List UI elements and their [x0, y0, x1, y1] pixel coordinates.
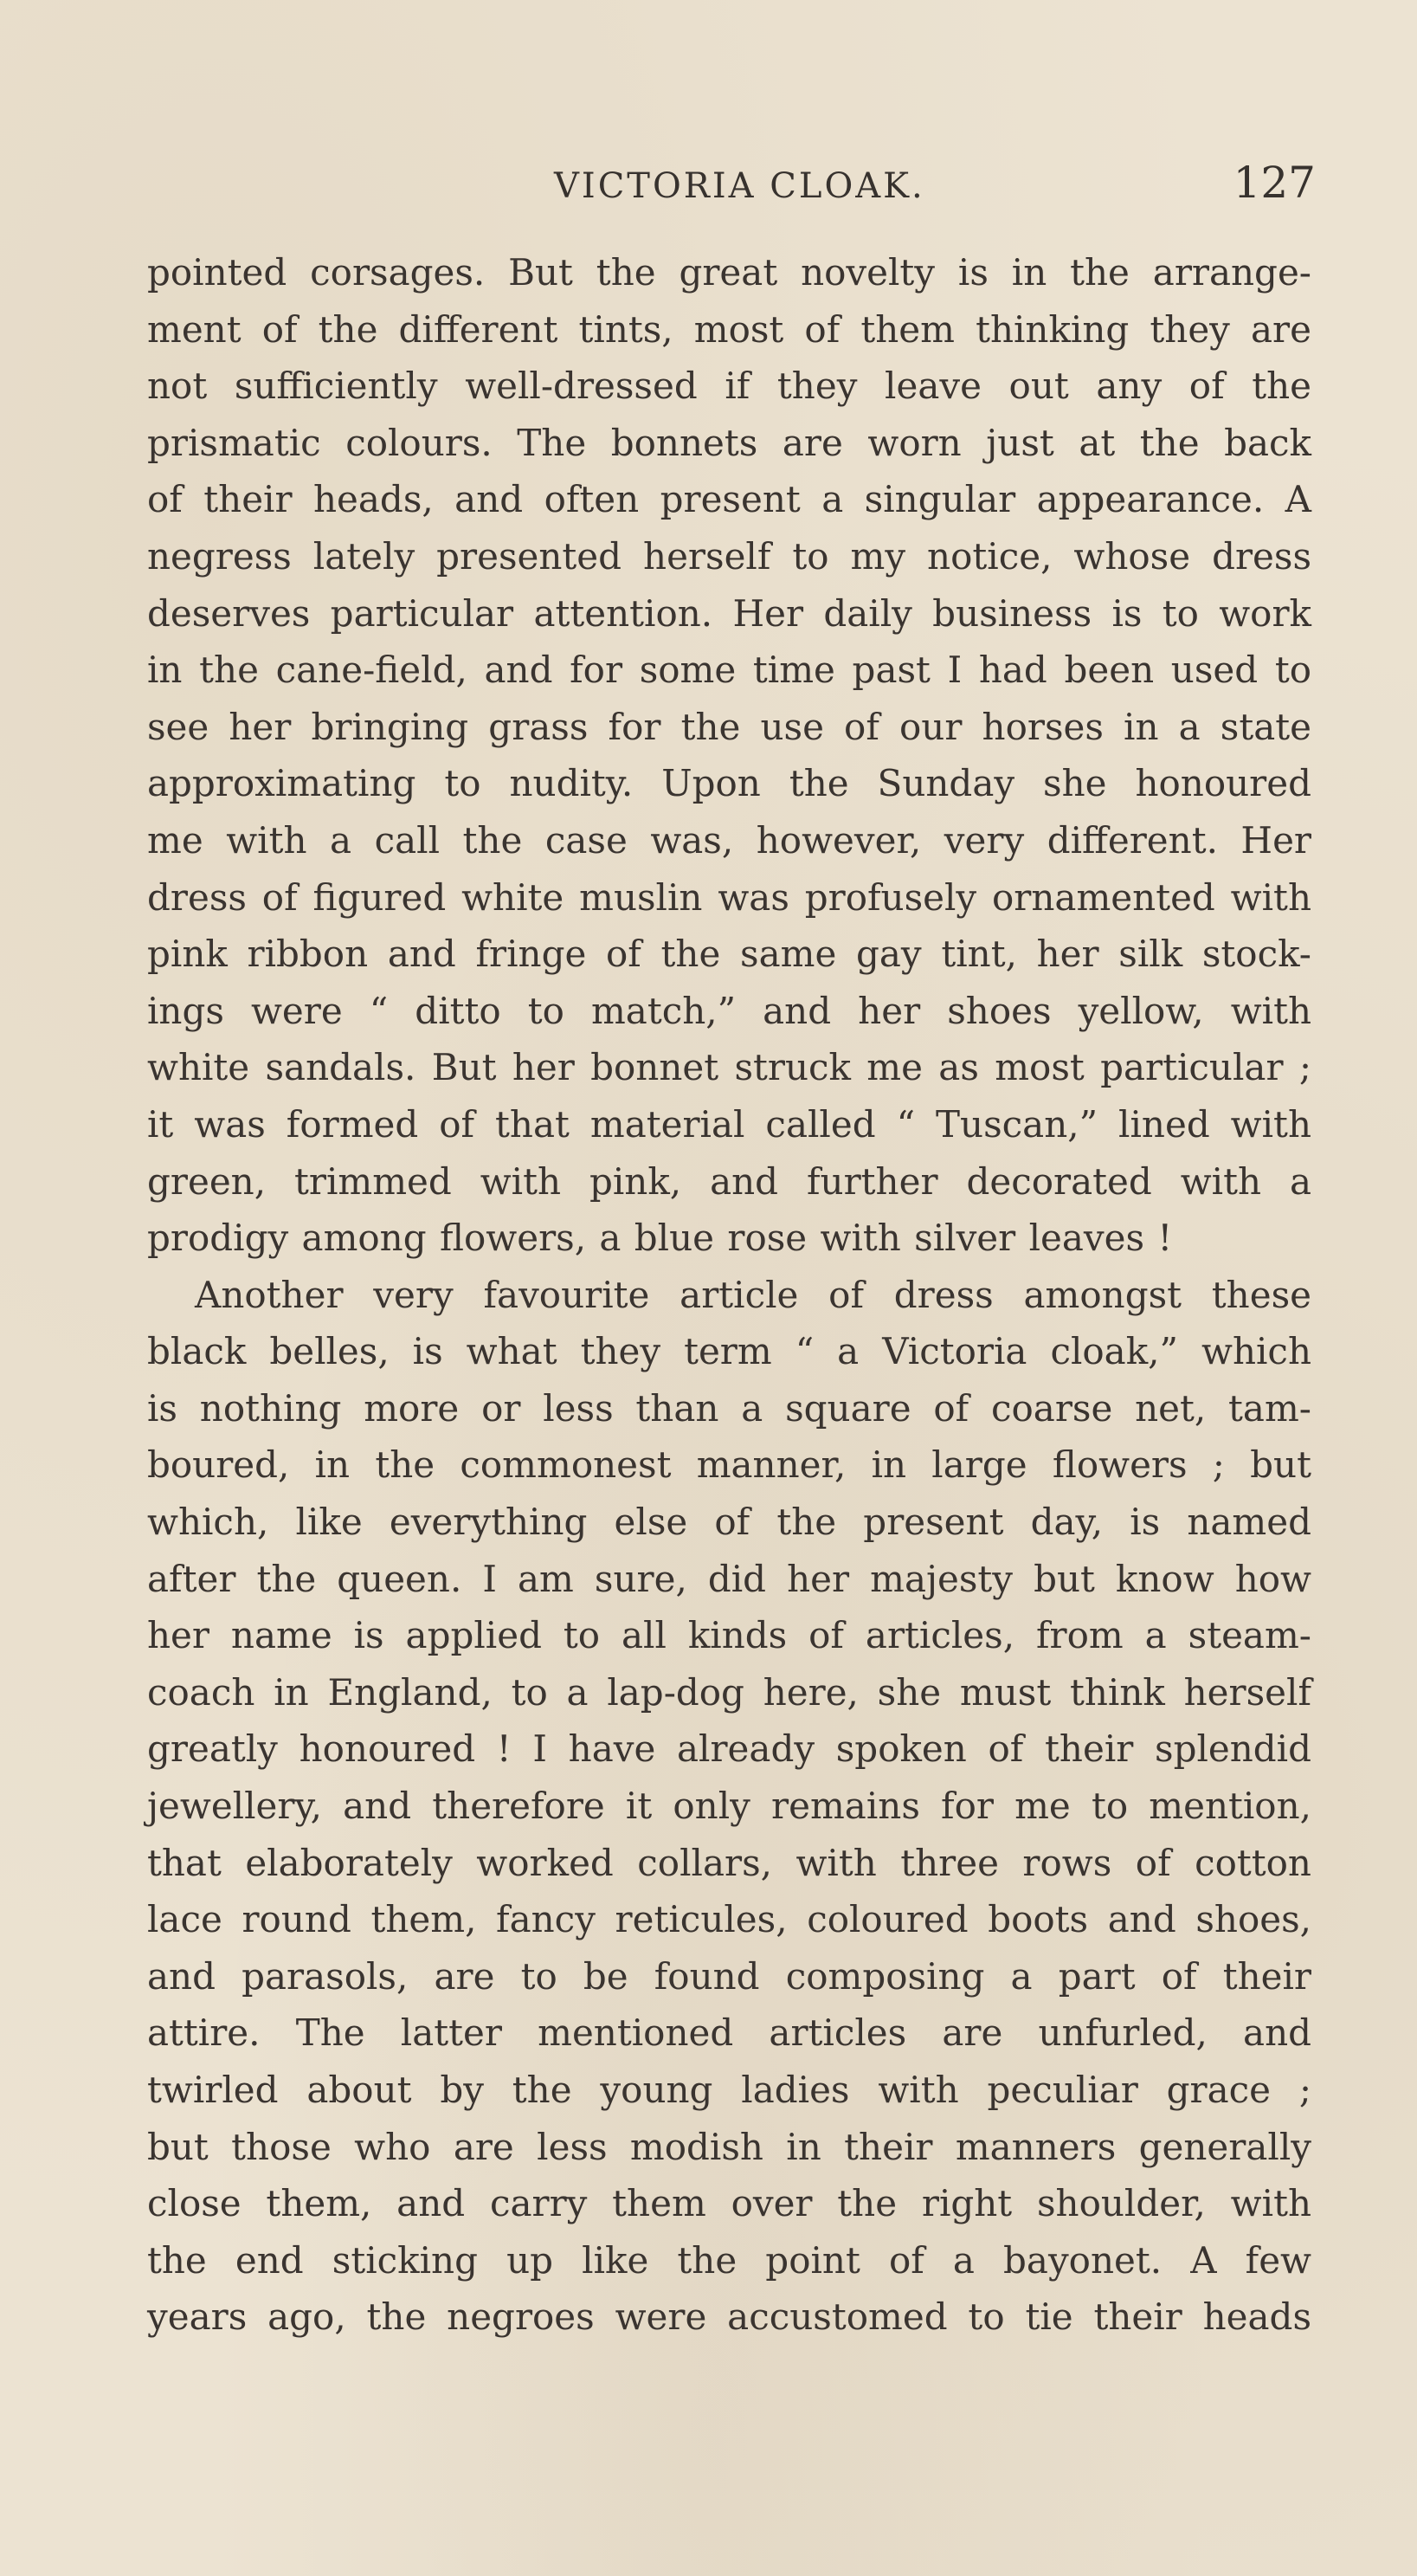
text-line: is nothing more or less than a square of coarse net, tam-: [147, 1386, 1311, 1430]
text-line: green, trimmed with pink, and further decorated with a: [147, 1159, 1311, 1203]
text-line: it was formed of that material called “ Tuscan,” lined with: [147, 1102, 1311, 1146]
text-line: pink ribbon and fringe of the same gay tint, her silk stock-: [147, 933, 1311, 976]
text-line: prismatic colours. The bonnets are worn just at the back: [147, 421, 1311, 464]
text-line: twirled about by the young ladies with peculiar grace ;: [147, 2069, 1311, 2111]
text-line: attire. The latter mentioned articles are unfurled, and: [147, 2011, 1311, 2055]
text-line: lace round them, fancy reticules, coloured boots and shoes,: [147, 1898, 1311, 1941]
text-line: jewellery, and therefore it only remains for me to mention,: [147, 1785, 1311, 1828]
text-line: coach in England, to a lap-dog here, she must think herself: [147, 1670, 1311, 1714]
text-line: Another very favourite article of dress amongst these: [195, 1273, 1311, 1316]
text-line: black belles, is what they term “ a Victoria cloak,” which: [147, 1330, 1311, 1373]
text-line: ment of the different tints, most of them thinking they are: [147, 307, 1311, 351]
text-line: greatly honoured ! I have already spoken of their splendid: [147, 1727, 1311, 1771]
text-line: which, like everything else of the present day, is named: [147, 1501, 1311, 1544]
running-head: [147, 158, 1324, 218]
chapter-title: VICTORIA CLOAK.: [554, 166, 925, 206]
text-line: close them, and carry them over the right shoulder, with: [147, 2182, 1311, 2225]
text-line: white sandals. But her bonnet struck me as most particular ;: [147, 1046, 1311, 1089]
text-line: dress of figured white muslin was profusely ornamented with: [147, 875, 1311, 919]
text-line: after the queen. I am sure, did her majesty but know how: [147, 1557, 1311, 1600]
text-line: pointed corsages. But the great novelty is in the arrange-: [147, 251, 1311, 294]
text-line: ings were “ ditto to match,” and her shoes yellow, with: [147, 989, 1311, 1032]
page-number: 127: [1233, 158, 1316, 208]
text-line: me with a call the case was, however, very different. Her: [147, 818, 1311, 862]
text-line: in the cane-field, and for some time past I had been used to: [147, 649, 1311, 692]
text-line: and parasols, are to be found composing a part of their: [147, 1954, 1311, 1998]
text-line: deserves particular attention. Her daily business is to work: [147, 591, 1311, 635]
text-line: boured, in the commonest manner, in large flowers ; but: [147, 1443, 1311, 1487]
text-line: that elaborately worked collars, with three rows of cotton: [147, 1841, 1311, 1884]
text-line: prodigy among flowers, a blue rose with silver leaves !: [147, 1217, 1173, 1260]
text-line: see her bringing grass for the use of our horses in a state: [147, 705, 1311, 748]
body-text: [147, 244, 1311, 2346]
text-line: the end sticking up like the point of a bayonet. A few: [147, 2238, 1311, 2282]
text-line: her name is applied to all kinds of articles, from a steam-: [147, 1614, 1311, 1657]
text-line: years ago, the negroes were accustomed to tie their heads: [147, 2295, 1311, 2339]
text-line: negress lately presented herself to my notice, whose dress: [147, 534, 1311, 578]
text-line: approximating to nudity. Upon the Sunday she honoured: [147, 762, 1311, 805]
text-line: but those who are less modish in their manners generally: [147, 2125, 1311, 2168]
text-line: of their heads, and often present a singular appearance. A: [147, 478, 1311, 521]
text-line: not sufficiently well-dressed if they leave out any of the: [147, 365, 1311, 408]
